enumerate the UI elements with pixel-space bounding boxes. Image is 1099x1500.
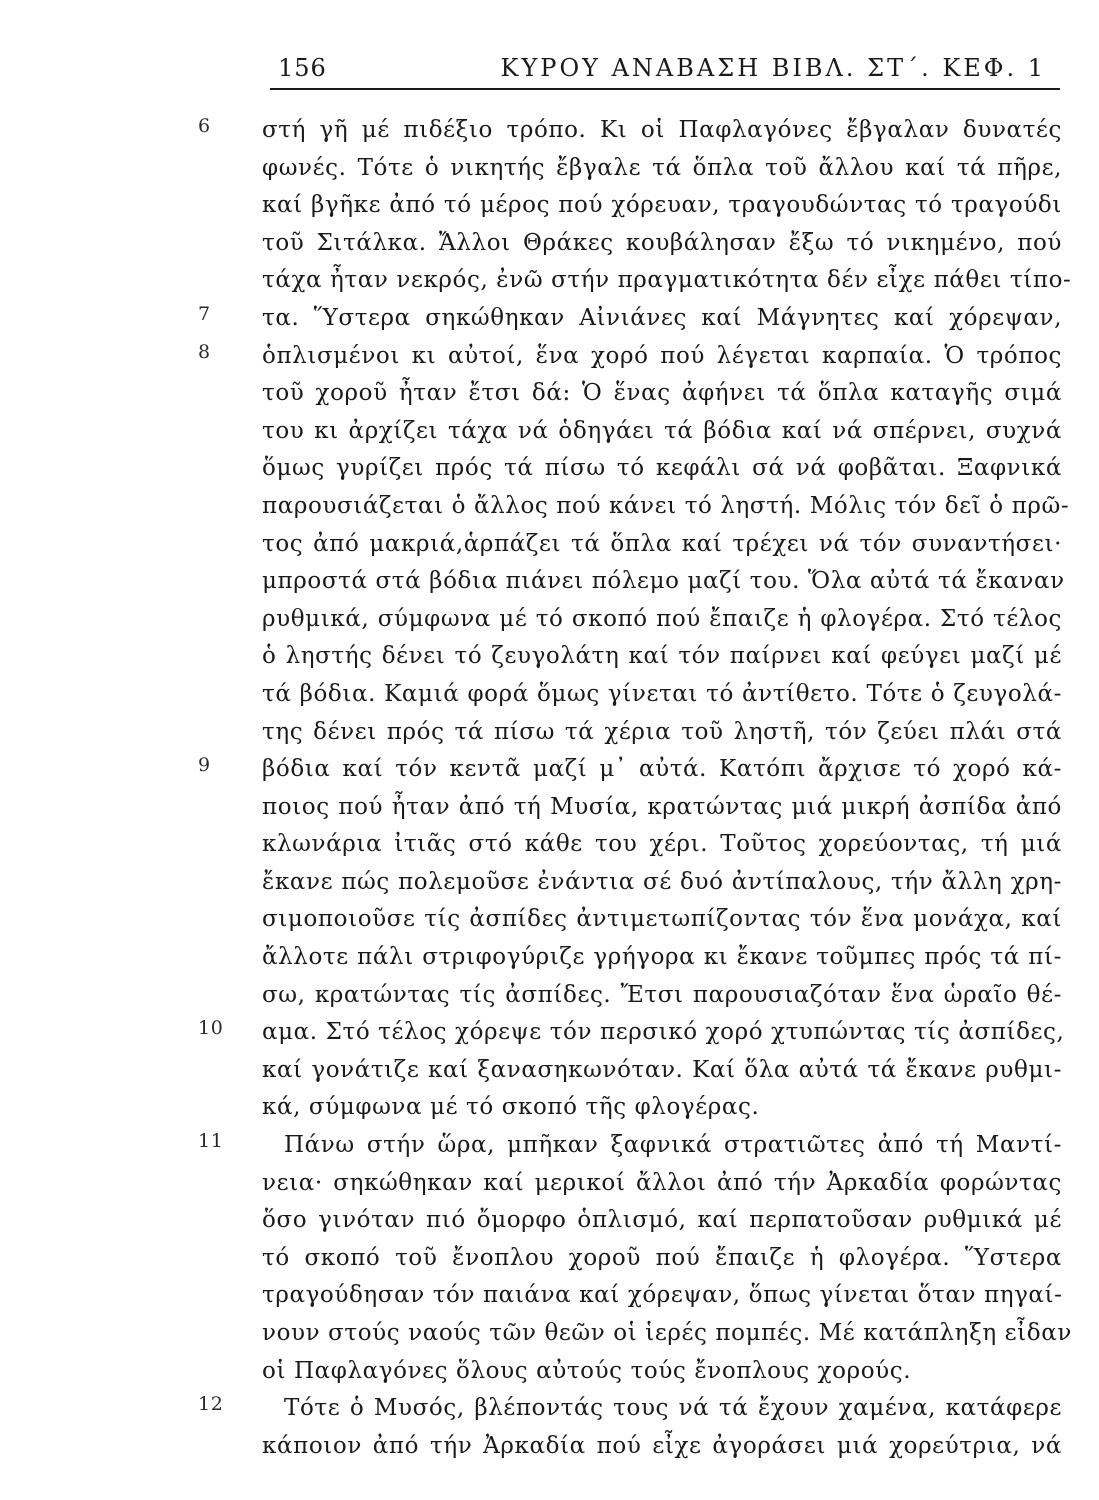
text-line xyxy=(262,488,1070,526)
text-line xyxy=(198,1127,1062,1165)
text-line xyxy=(262,789,1062,827)
line-text: τραγούδησαν τόν παιάνα καί χόρεψαν, ὅπως γίνεται ὅταν πηγαί- xyxy=(262,1282,1063,1309)
line-text: ρυθμικά, σύμφωνα μέ τό σκοπό πού ἔπαιζε ἡ φλογέρα. Στό τέλος xyxy=(262,605,1062,632)
page-number: 156 xyxy=(278,54,327,82)
line-text: τά βόδια. Καμιά φορά ὅμως γίνεται τό ἀντίθετο. Τότε ὁ ζευγολά- xyxy=(262,680,1062,707)
text-line xyxy=(198,338,1062,376)
line-text: τοῦ Σιτάλκα. Ἄλλοι Θράκες κουβάλησαν ἔξω τό νικημένο, πού xyxy=(262,229,1062,256)
text-line xyxy=(198,300,1062,338)
text-line xyxy=(262,1428,1062,1466)
text-line xyxy=(262,977,1062,1015)
line-text: τό σκοπό τοῦ ἔνοπλου χοροῦ πού ἔπαιζε ἡ φλογέρα. Ὕστερα xyxy=(262,1244,1062,1271)
running-head: ΚΥΡΟΥ ΑΝΑΒΑΣΗ ΒΙΒΛ. ΣΤ΄. ΚΕΦ. 1 xyxy=(500,54,1046,82)
line-text: της δένει πρός τά πίσω τά χέρια τοῦ ληστῆ, τόν ζεύει πλάι στά xyxy=(262,718,1062,745)
line-text: κλωνάρια ἰτιᾶς στό κάθε του χέρι. Τοῦτος χορεύοντας, τή μιά xyxy=(262,831,1062,858)
text-line xyxy=(262,638,1062,676)
body-text xyxy=(198,112,1072,1465)
line-text: φωνές. Τότε ὁ νικητής ἔβγαλε τά ὅπλα τοῦ ἄλλου καί τά πῆρε, xyxy=(262,154,1062,181)
text-line xyxy=(262,1240,1062,1278)
line-text: σω, κρατώντας τίς ἀσπίδες. Ἔτσι παρουσιαζόταν ἕνα ὡραῖο θέ- xyxy=(262,981,1062,1008)
text-line xyxy=(262,1277,1062,1315)
line-text: ὁπλισμένοι κι αὐτοί, ἕνα χορό πού λέγεται καρπαία. Ὁ τρόπος xyxy=(262,342,1062,369)
line-text: νεια· σηκώθηκαν καί μερικοί ἄλλοι ἀπό τήν Ἀρκαδία φορώντας xyxy=(262,1169,1062,1196)
text-line xyxy=(198,751,1062,789)
line-text: στή γῆ μέ πιδέξιο τρόπο. Κι οἱ Παφλαγόνες ἔβγαλαν δυνατές xyxy=(262,117,1062,143)
section-number: 6 xyxy=(198,115,211,137)
text-line xyxy=(198,112,1062,150)
line-text: του κι ἀρχίζει τάχα νά ὁδηγάει τά βόδια καί νά σπέρνει, συχνά xyxy=(262,417,1062,444)
text-line xyxy=(262,939,1062,977)
line-text: Πάνω στήν ὥρα, μπῆκαν ξαφνικά στρατιῶτες ἀπό τή Μαντί- xyxy=(284,1132,1062,1159)
line-text: Τότε ὁ Μυσός, βλέποντάς τους νά τά ἔχουν χαμένα, κατάφερε xyxy=(284,1395,1062,1422)
text-line xyxy=(262,1202,1062,1240)
text-line xyxy=(262,450,1062,488)
section-number: 9 xyxy=(198,754,211,777)
line-text: ἔκανε πώς πολεμοῦσε ἐνάντια σέ δυό ἀντίπαλους, τήν ἄλλη χρη- xyxy=(262,868,1062,895)
text-line xyxy=(262,676,1062,714)
line-text: καί γονάτιζε καί ξανασηκωνόταν. Καί ὅλα αὐτά τά ἔκανε ρυθμι- xyxy=(262,1056,1062,1083)
line-text: βόδια καί τόν κεντᾶ μαζί μ᾽ αὐτά. Κατόπι ἄρχισε τό χορό κά- xyxy=(262,756,1062,783)
line-text: ποιος πού ἦταν ἀπό τή Μυσία, κρατώντας μιά μικρή ἀσπίδα ἀπό xyxy=(262,793,1062,820)
text-line xyxy=(262,375,1062,413)
line-text: μπροστά στά βόδια πιάνει πόλεμο μαζί του. Ὅλα αὐτά τά ἔκαναν xyxy=(262,568,1065,595)
text-line xyxy=(198,1014,1065,1052)
line-text: κά, σύμφωνα μέ τό σκοπό τῆς φλογέρας. xyxy=(262,1094,760,1121)
line-text: τος ἀπό μακριά,ἁρπάζει τά ὅπλα καί τρέχει νά τόν συναντήσει· xyxy=(262,530,1062,557)
line-text: τα. Ὕστερα σηκώθηκαν Αἰνιάνες καί Μάγνητες καί χόρεψαν, xyxy=(262,304,1062,331)
text-line xyxy=(262,526,1062,564)
section-number: 10 xyxy=(198,1017,224,1040)
line-text: ὁ ληστής δένει τό ζευγολάτη καί τόν παίρνει καί φεύγει μαζί μέ xyxy=(262,643,1062,670)
text-line xyxy=(262,901,1062,939)
text-line xyxy=(262,601,1062,639)
line-text: ὅσο γινόταν πιό ὄμορφο ὁπλισμό, καί περπατοῦσαν ρυθμικά μέ xyxy=(262,1207,1062,1234)
text-line xyxy=(262,1052,1062,1090)
text-line xyxy=(262,187,1062,225)
line-text: αμα. Στό τέλος χόρεψε τόν περσικό χορό χτυπώντας τίς ἀσπίδες, xyxy=(262,1019,1065,1046)
line-text: ἄλλοτε πάλι στριφογύριζε γρήγορα κι ἔκανε τοῦμπες πρός τά πί- xyxy=(262,944,1062,971)
line-text: ὅμως γυρίζει πρός τά πίσω τό κεφάλι σά νά φοβᾶται. Ξαφνικά xyxy=(262,455,1062,482)
line-text: παρουσιάζεται ὁ ἄλλος πού κάνει τό ληστή. Μόλις τόν δεῖ ὁ πρῶ- xyxy=(262,492,1070,519)
line-text: καί βγῆκε ἀπό τό μέρος πού χόρευαν, τραγουδώντας τό τραγούδι xyxy=(262,192,1062,219)
page-header xyxy=(270,48,1060,90)
line-text: νουν στούς ναούς τῶν θεῶν οἱ ἱερές πομπές. Μέ κατάπληξη εἶδαν xyxy=(262,1320,1072,1346)
text-line xyxy=(262,262,1072,300)
text-line xyxy=(262,714,1062,752)
line-text: οἱ Παφλαγόνες ὅλους αὐτούς τούς ἔνοπλους χορούς. xyxy=(262,1357,912,1384)
text-line xyxy=(262,1165,1062,1203)
text-line xyxy=(262,864,1062,902)
text-line xyxy=(262,413,1062,451)
text-line xyxy=(262,225,1062,263)
line-text: τάχα ἦταν νεκρός, ἐνῶ στήν πραγματικότητα δέν εἶχε πάθει τίπο- xyxy=(262,267,1072,294)
line-text: σιμοποιοῦσε τίς ἀσπίδες ἀντιμετωπίζοντας τόν ἕνα μονάχα, καί xyxy=(262,906,1062,933)
section-number: 12 xyxy=(198,1393,224,1416)
text-line xyxy=(262,563,1065,601)
text-line xyxy=(198,1390,1062,1428)
text-line xyxy=(262,1089,1062,1127)
section-number: 11 xyxy=(198,1130,224,1153)
text-line xyxy=(262,150,1062,188)
section-number: 7 xyxy=(198,302,211,325)
text-line xyxy=(262,1315,1072,1353)
section-number: 8 xyxy=(198,340,211,363)
text-line xyxy=(262,826,1062,864)
line-text: τοῦ χοροῦ ἦταν ἔτσι δά: Ὁ ἕνας ἀφήνει τά ὅπλα καταγῆς σιμά xyxy=(262,380,1062,407)
text-line xyxy=(262,1353,1062,1391)
line-text: κάποιον ἀπό τήν Ἀρκαδία πού εἶχε ἀγοράσει μιά χορεύτρια, νά xyxy=(262,1432,1062,1459)
